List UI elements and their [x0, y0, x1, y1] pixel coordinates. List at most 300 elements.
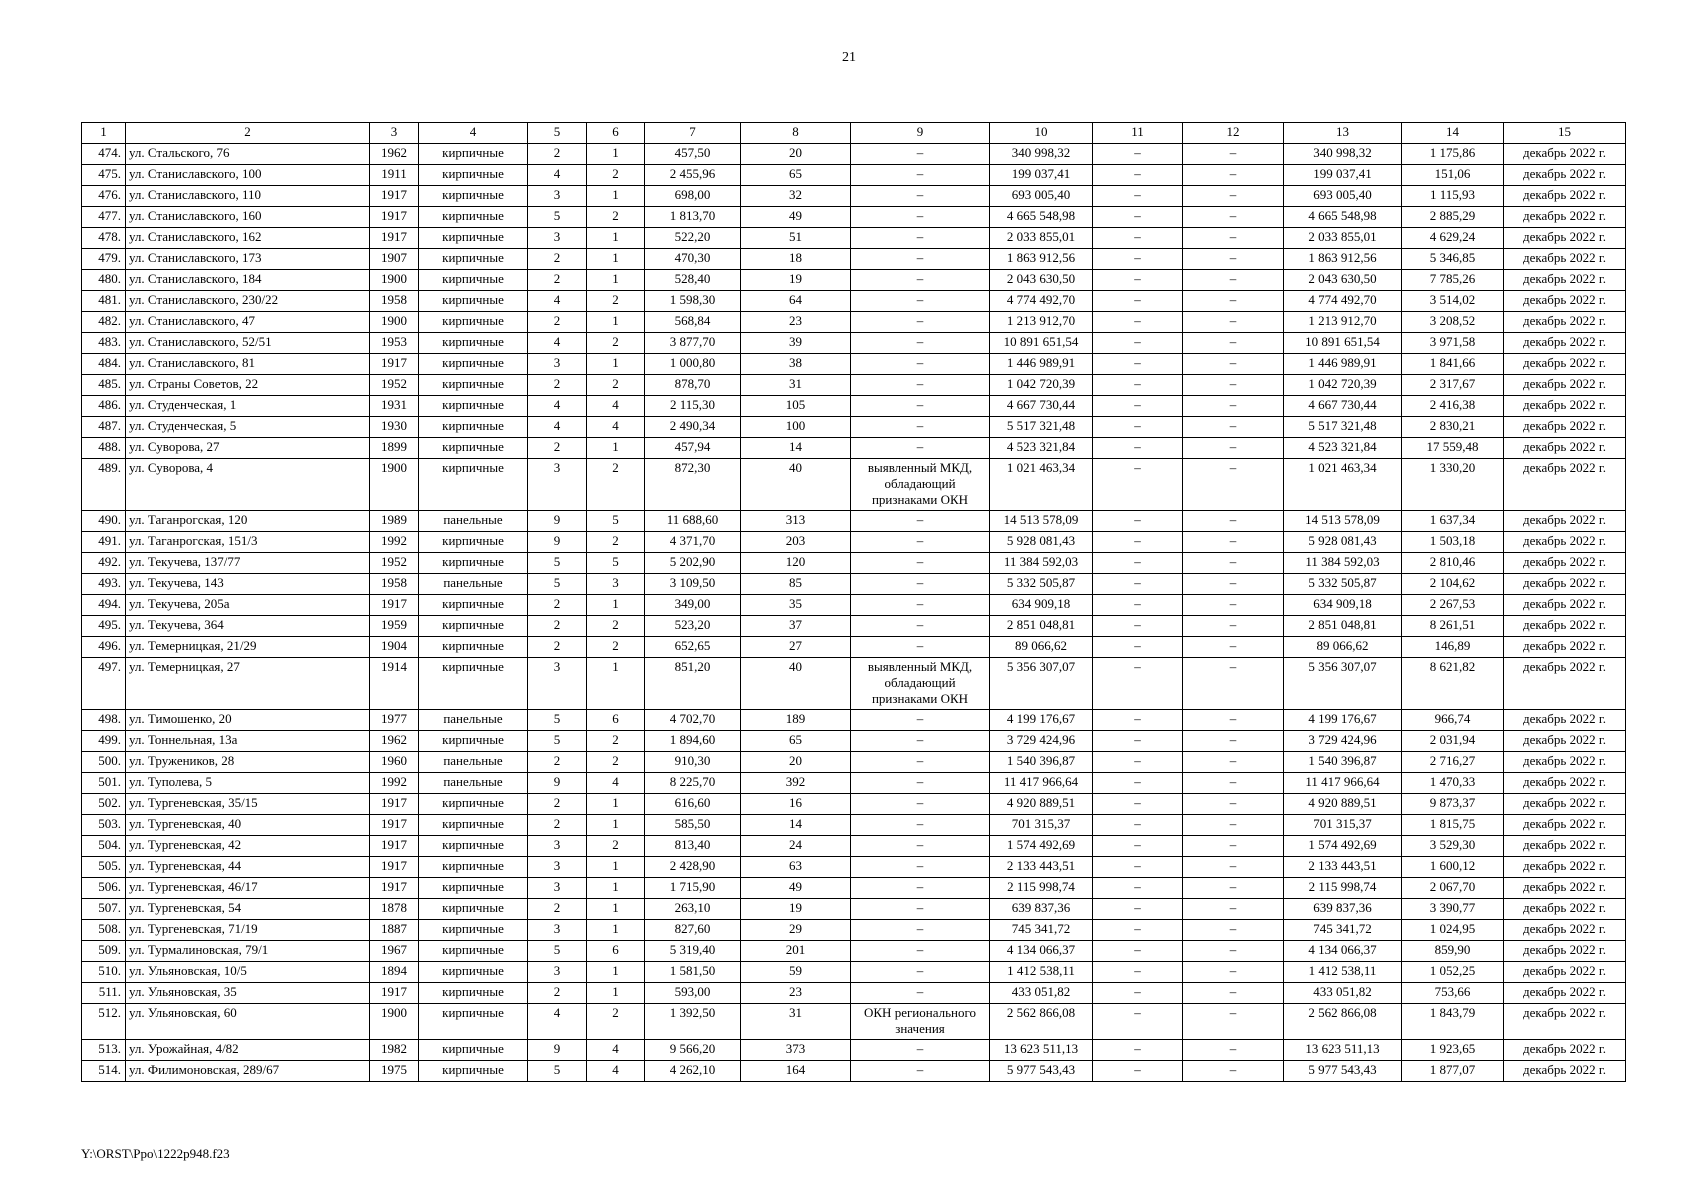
table-cell-col15: декабрь 2022 г.: [1504, 333, 1626, 354]
table-cell-col4: кирпичные: [419, 1061, 528, 1082]
table-cell-col4: кирпичные: [419, 396, 528, 417]
table-cell-col2: ул. Станиславского, 110: [126, 186, 370, 207]
table-cell-col14: 4 629,24: [1402, 228, 1504, 249]
table-cell-col3: 1989: [370, 511, 419, 532]
table-cell-col13: 4 199 176,67: [1284, 710, 1402, 731]
table-cell-col10: 693 005,40: [990, 186, 1093, 207]
table-cell-col12: –: [1183, 396, 1284, 417]
table-cell-col1: 494.: [82, 595, 126, 616]
table-cell-col7: 910,30: [645, 752, 741, 773]
table-cell-col13: 1 574 492,69: [1284, 836, 1402, 857]
column-header-2: 2: [126, 123, 370, 144]
table-cell-col14: 1 843,79: [1402, 1004, 1504, 1040]
table-cell-col4: панельные: [419, 773, 528, 794]
table-row: [82, 658, 1626, 710]
table-cell-col12: –: [1183, 920, 1284, 941]
table-cell-col14: 17 559,48: [1402, 438, 1504, 459]
table-cell-col9: –: [851, 249, 990, 270]
table-row: [82, 637, 1626, 658]
table-cell-col5: 2: [528, 815, 587, 836]
table-cell-col7: 2 428,90: [645, 857, 741, 878]
table-row: [82, 1004, 1626, 1040]
table-cell-col4: кирпичные: [419, 207, 528, 228]
table-cell-col11: –: [1093, 836, 1183, 857]
table-cell-col13: 2 115 998,74: [1284, 878, 1402, 899]
table-cell-col5: 2: [528, 983, 587, 1004]
table-cell-col4: панельные: [419, 752, 528, 773]
file-path-footer: Y:\ORST\Ppo\1222p948.f23: [81, 1146, 230, 1161]
table-row: [82, 375, 1626, 396]
table-cell-col6: 1: [587, 249, 645, 270]
table-cell-col3: 1900: [370, 312, 419, 333]
buildings-table: [81, 122, 1626, 1082]
table-cell-col1: 501.: [82, 773, 126, 794]
table-cell-col7: 878,70: [645, 375, 741, 396]
table-cell-col14: 1 923,65: [1402, 1040, 1504, 1061]
table-row: [82, 920, 1626, 941]
table-cell-col11: –: [1093, 532, 1183, 553]
table-cell-col2: ул. Тургеневская, 35/15: [126, 794, 370, 815]
table-cell-col8: 40: [741, 459, 851, 511]
table-cell-col12: –: [1183, 144, 1284, 165]
table-cell-col3: 1959: [370, 616, 419, 637]
table-cell-col8: 63: [741, 857, 851, 878]
column-header-12: 12: [1183, 123, 1284, 144]
table-cell-col12: –: [1183, 857, 1284, 878]
table-cell-col6: 4: [587, 417, 645, 438]
table-cell-col13: 3 729 424,96: [1284, 731, 1402, 752]
table-cell-col6: 2: [587, 752, 645, 773]
table-row: [82, 291, 1626, 312]
table-cell-col10: 1 446 989,91: [990, 354, 1093, 375]
table-cell-col4: кирпичные: [419, 962, 528, 983]
table-cell-col6: 5: [587, 553, 645, 574]
table-cell-col1: 476.: [82, 186, 126, 207]
table-cell-col5: 5: [528, 207, 587, 228]
table-cell-col10: 433 051,82: [990, 983, 1093, 1004]
table-cell-col11: –: [1093, 983, 1183, 1004]
column-header-5: 5: [528, 123, 587, 144]
table-cell-col11: –: [1093, 637, 1183, 658]
table-row: [82, 417, 1626, 438]
table-cell-col14: 2 810,46: [1402, 553, 1504, 574]
table-row: [82, 983, 1626, 1004]
table-cell-col3: 1917: [370, 857, 419, 878]
table-cell-col3: 1917: [370, 228, 419, 249]
table-cell-col12: –: [1183, 731, 1284, 752]
table-cell-col3: 1977: [370, 710, 419, 731]
table-cell-col9: –: [851, 396, 990, 417]
table-row: [82, 941, 1626, 962]
column-header-7: 7: [645, 123, 741, 144]
table-cell-col7: 8 225,70: [645, 773, 741, 794]
table-cell-col7: 1 813,70: [645, 207, 741, 228]
table-cell-col13: 14 513 578,09: [1284, 511, 1402, 532]
table-cell-col7: 470,30: [645, 249, 741, 270]
table-cell-col11: –: [1093, 752, 1183, 773]
table-cell-col3: 1900: [370, 459, 419, 511]
table-cell-col1: 500.: [82, 752, 126, 773]
table-cell-col2: ул. Станиславского, 173: [126, 249, 370, 270]
table-cell-col8: 23: [741, 312, 851, 333]
table-cell-col9: –: [851, 962, 990, 983]
table-cell-col7: 1 894,60: [645, 731, 741, 752]
table-cell-col4: кирпичные: [419, 836, 528, 857]
table-cell-col7: 1 392,50: [645, 1004, 741, 1040]
table-cell-col7: 652,65: [645, 637, 741, 658]
table-cell-col12: –: [1183, 595, 1284, 616]
table-cell-col5: 3: [528, 857, 587, 878]
table-cell-col14: 7 785,26: [1402, 270, 1504, 291]
table-cell-col1: 491.: [82, 532, 126, 553]
table-cell-col4: кирпичные: [419, 815, 528, 836]
table-cell-col4: кирпичные: [419, 249, 528, 270]
table-cell-col1: 474.: [82, 144, 126, 165]
table-cell-col7: 568,84: [645, 312, 741, 333]
column-header-9: 9: [851, 123, 990, 144]
table-row: [82, 710, 1626, 731]
table-row: [82, 1061, 1626, 1082]
table-cell-col8: 35: [741, 595, 851, 616]
table-cell-col1: 497.: [82, 658, 126, 710]
table-cell-col10: 340 998,32: [990, 144, 1093, 165]
table-cell-col11: –: [1093, 396, 1183, 417]
table-cell-col9: –: [851, 616, 990, 637]
table-cell-col15: декабрь 2022 г.: [1504, 1040, 1626, 1061]
table-cell-col3: 1917: [370, 878, 419, 899]
table-cell-col3: 1975: [370, 1061, 419, 1082]
table-cell-col1: 492.: [82, 553, 126, 574]
table-cell-col4: панельные: [419, 511, 528, 532]
table-cell-col10: 4 665 548,98: [990, 207, 1093, 228]
table-cell-col2: ул. Тургеневская, 71/19: [126, 920, 370, 941]
table-cell-col12: –: [1183, 752, 1284, 773]
table-cell-col5: 4: [528, 417, 587, 438]
table-cell-col5: 5: [528, 553, 587, 574]
table-cell-col3: 1917: [370, 595, 419, 616]
table-cell-col12: –: [1183, 773, 1284, 794]
table-cell-col10: 1 540 396,87: [990, 752, 1093, 773]
table-cell-col7: 851,20: [645, 658, 741, 710]
table-cell-col5: 4: [528, 396, 587, 417]
table-cell-col8: 31: [741, 375, 851, 396]
table-cell-col4: кирпичные: [419, 658, 528, 710]
table-cell-col3: 1982: [370, 1040, 419, 1061]
table-cell-col15: декабрь 2022 г.: [1504, 249, 1626, 270]
table-cell-col6: 1: [587, 962, 645, 983]
table-cell-col9: –: [851, 773, 990, 794]
table-cell-col10: 5 977 543,43: [990, 1061, 1093, 1082]
table-cell-col10: 5 517 321,48: [990, 417, 1093, 438]
table-cell-col12: –: [1183, 637, 1284, 658]
table-cell-col14: 859,90: [1402, 941, 1504, 962]
table-cell-col7: 698,00: [645, 186, 741, 207]
table-cell-col11: –: [1093, 962, 1183, 983]
table-cell-col5: 2: [528, 794, 587, 815]
table-cell-col8: 49: [741, 878, 851, 899]
table-cell-col13: 5 977 543,43: [1284, 1061, 1402, 1082]
table-cell-col9: –: [851, 920, 990, 941]
table-cell-col11: –: [1093, 1040, 1183, 1061]
table-cell-col6: 1: [587, 983, 645, 1004]
table-cell-col8: 18: [741, 249, 851, 270]
table-cell-col3: 1967: [370, 941, 419, 962]
table-cell-col4: кирпичные: [419, 144, 528, 165]
table-cell-col6: 4: [587, 773, 645, 794]
table-cell-col6: 1: [587, 899, 645, 920]
table-cell-col4: панельные: [419, 574, 528, 595]
table-cell-col2: ул. Студенческая, 5: [126, 417, 370, 438]
table-cell-col9: выявленный МКД, обладающий признаками ОКН: [851, 459, 990, 511]
table-cell-col2: ул. Ульяновская, 10/5: [126, 962, 370, 983]
table-cell-col1: 478.: [82, 228, 126, 249]
table-cell-col3: 1962: [370, 731, 419, 752]
table-cell-col10: 4 667 730,44: [990, 396, 1093, 417]
table-cell-col6: 2: [587, 333, 645, 354]
table-cell-col13: 5 332 505,87: [1284, 574, 1402, 595]
table-cell-col10: 701 315,37: [990, 815, 1093, 836]
table-cell-col14: 1 503,18: [1402, 532, 1504, 553]
table-cell-col13: 2 562 866,08: [1284, 1004, 1402, 1040]
table-row: [82, 836, 1626, 857]
table-cell-col11: –: [1093, 1004, 1183, 1040]
table-cell-col13: 340 998,32: [1284, 144, 1402, 165]
table-cell-col3: 1917: [370, 983, 419, 1004]
table-cell-col8: 313: [741, 511, 851, 532]
table-cell-col2: ул. Стальского, 76: [126, 144, 370, 165]
table-cell-col8: 373: [741, 1040, 851, 1061]
table-cell-col15: декабрь 2022 г.: [1504, 752, 1626, 773]
table-cell-col15: декабрь 2022 г.: [1504, 186, 1626, 207]
table-cell-col4: кирпичные: [419, 878, 528, 899]
table-cell-col2: ул. Станиславского, 100: [126, 165, 370, 186]
table-cell-col1: 502.: [82, 794, 126, 815]
column-header-13: 13: [1284, 123, 1402, 144]
table-cell-col6: 2: [587, 459, 645, 511]
table-cell-col5: 2: [528, 752, 587, 773]
table-row: [82, 616, 1626, 637]
table-cell-col5: 9: [528, 773, 587, 794]
table-row: [82, 553, 1626, 574]
table-cell-col11: –: [1093, 207, 1183, 228]
column-header-6: 6: [587, 123, 645, 144]
table-cell-col13: 4 665 548,98: [1284, 207, 1402, 228]
table-cell-col1: 485.: [82, 375, 126, 396]
table-cell-col2: ул. Ульяновская, 60: [126, 1004, 370, 1040]
table-row: [82, 731, 1626, 752]
table-row: [82, 511, 1626, 532]
table-cell-col8: 392: [741, 773, 851, 794]
table-cell-col13: 2 033 855,01: [1284, 228, 1402, 249]
table-cell-col10: 2 851 048,81: [990, 616, 1093, 637]
table-cell-col2: ул. Тургеневская, 46/17: [126, 878, 370, 899]
table-cell-col12: –: [1183, 899, 1284, 920]
table-cell-col13: 10 891 651,54: [1284, 333, 1402, 354]
table-row: [82, 270, 1626, 291]
table-cell-col8: 29: [741, 920, 851, 941]
table-cell-col4: кирпичные: [419, 899, 528, 920]
table-cell-col4: кирпичные: [419, 857, 528, 878]
table-cell-col13: 1 213 912,70: [1284, 312, 1402, 333]
table-cell-col5: 3: [528, 962, 587, 983]
table-cell-col13: 639 837,36: [1284, 899, 1402, 920]
table-cell-col2: ул. Тоннельная, 13а: [126, 731, 370, 752]
table-cell-col7: 2 115,30: [645, 396, 741, 417]
table-cell-col8: 164: [741, 1061, 851, 1082]
table-cell-col6: 2: [587, 207, 645, 228]
table-cell-col9: –: [851, 815, 990, 836]
table-cell-col1: 475.: [82, 165, 126, 186]
table-cell-col6: 1: [587, 794, 645, 815]
table-cell-col7: 1 000,80: [645, 354, 741, 375]
table-cell-col15: декабрь 2022 г.: [1504, 375, 1626, 396]
table-cell-col8: 16: [741, 794, 851, 815]
table-cell-col12: –: [1183, 249, 1284, 270]
table-cell-col2: ул. Ульяновская, 35: [126, 983, 370, 1004]
table-cell-col2: ул. Станиславского, 81: [126, 354, 370, 375]
column-header-15: 15: [1504, 123, 1626, 144]
table-cell-col11: –: [1093, 270, 1183, 291]
table-cell-col9: –: [851, 312, 990, 333]
table-cell-col1: 477.: [82, 207, 126, 228]
table-cell-col3: 1931: [370, 396, 419, 417]
table-cell-col13: 13 623 511,13: [1284, 1040, 1402, 1061]
table-cell-col13: 433 051,82: [1284, 983, 1402, 1004]
table-cell-col8: 31: [741, 1004, 851, 1040]
table-cell-col15: декабрь 2022 г.: [1504, 983, 1626, 1004]
table-cell-col3: 1917: [370, 186, 419, 207]
table-cell-col4: кирпичные: [419, 270, 528, 291]
table-cell-col4: кирпичные: [419, 291, 528, 312]
table-cell-col4: панельные: [419, 710, 528, 731]
table-cell-col9: –: [851, 752, 990, 773]
table-cell-col5: 4: [528, 165, 587, 186]
table-cell-col11: –: [1093, 438, 1183, 459]
table-cell-col4: кирпичные: [419, 941, 528, 962]
table-cell-col6: 5: [587, 511, 645, 532]
table-cell-col9: –: [851, 1061, 990, 1082]
table-cell-col7: 4 371,70: [645, 532, 741, 553]
table-cell-col9: –: [851, 375, 990, 396]
table-cell-col1: 490.: [82, 511, 126, 532]
table-cell-col5: 5: [528, 941, 587, 962]
table-cell-col3: 1911: [370, 165, 419, 186]
table-cell-col10: 639 837,36: [990, 899, 1093, 920]
table-cell-col12: –: [1183, 333, 1284, 354]
table-cell-col3: 1917: [370, 354, 419, 375]
table-cell-col9: –: [851, 1040, 990, 1061]
table-cell-col5: 4: [528, 291, 587, 312]
table-cell-col3: 1904: [370, 637, 419, 658]
table-cell-col13: 693 005,40: [1284, 186, 1402, 207]
table-cell-col14: 2 317,67: [1402, 375, 1504, 396]
table-cell-col5: 3: [528, 354, 587, 375]
table-cell-col14: 3 529,30: [1402, 836, 1504, 857]
table-cell-col13: 4 920 889,51: [1284, 794, 1402, 815]
table-cell-col2: ул. Станиславского, 230/22: [126, 291, 370, 312]
table-row: [82, 144, 1626, 165]
table-cell-col13: 199 037,41: [1284, 165, 1402, 186]
table-cell-col9: –: [851, 731, 990, 752]
table-cell-col1: 513.: [82, 1040, 126, 1061]
table-cell-col5: 2: [528, 595, 587, 616]
table-cell-col5: 5: [528, 710, 587, 731]
table-cell-col13: 5 928 081,43: [1284, 532, 1402, 553]
table-cell-col9: ОКН регионального значения: [851, 1004, 990, 1040]
header-row: [82, 123, 1626, 144]
table-cell-col14: 3 971,58: [1402, 333, 1504, 354]
table-cell-col11: –: [1093, 312, 1183, 333]
table-cell-col1: 507.: [82, 899, 126, 920]
table-cell-col4: кирпичные: [419, 333, 528, 354]
table-cell-col15: декабрь 2022 г.: [1504, 207, 1626, 228]
table-cell-col4: кирпичные: [419, 1040, 528, 1061]
table-cell-col12: –: [1183, 375, 1284, 396]
table-cell-col4: кирпичные: [419, 794, 528, 815]
table-cell-col8: 203: [741, 532, 851, 553]
table-cell-col6: 1: [587, 658, 645, 710]
table-cell-col14: 966,74: [1402, 710, 1504, 731]
table-row: [82, 899, 1626, 920]
table-cell-col10: 2 133 443,51: [990, 857, 1093, 878]
table-cell-col6: 2: [587, 532, 645, 553]
table-cell-col3: 1878: [370, 899, 419, 920]
table-cell-col4: кирпичные: [419, 731, 528, 752]
table-cell-col15: декабрь 2022 г.: [1504, 270, 1626, 291]
table-cell-col8: 24: [741, 836, 851, 857]
table-cell-col2: ул. Станиславского, 160: [126, 207, 370, 228]
table-cell-col7: 2 490,34: [645, 417, 741, 438]
table-row: [82, 815, 1626, 836]
table-cell-col2: ул. Студенческая, 1: [126, 396, 370, 417]
table-cell-col12: –: [1183, 941, 1284, 962]
table-row: [82, 228, 1626, 249]
table-cell-col12: –: [1183, 228, 1284, 249]
table-cell-col2: ул. Темерницкая, 21/29: [126, 637, 370, 658]
table-cell-col6: 2: [587, 616, 645, 637]
table-cell-col10: 14 513 578,09: [990, 511, 1093, 532]
table-cell-col1: 482.: [82, 312, 126, 333]
table-cell-col5: 4: [528, 1004, 587, 1040]
table-cell-col10: 5 332 505,87: [990, 574, 1093, 595]
table-cell-col8: 38: [741, 354, 851, 375]
table-cell-col9: –: [851, 857, 990, 878]
table-row: [82, 249, 1626, 270]
table-cell-col2: ул. Текучева, 364: [126, 616, 370, 637]
table-cell-col12: –: [1183, 270, 1284, 291]
table-cell-col3: 1992: [370, 532, 419, 553]
table-cell-col7: 1 715,90: [645, 878, 741, 899]
table-cell-col10: 3 729 424,96: [990, 731, 1093, 752]
table-cell-col11: –: [1093, 941, 1183, 962]
table-cell-col7: 4 262,10: [645, 1061, 741, 1082]
table-cell-col4: кирпичные: [419, 983, 528, 1004]
table-cell-col8: 27: [741, 637, 851, 658]
table-cell-col10: 89 066,62: [990, 637, 1093, 658]
table-cell-col5: 3: [528, 658, 587, 710]
table-cell-col9: –: [851, 144, 990, 165]
table-cell-col4: кирпичные: [419, 459, 528, 511]
table-cell-col6: 2: [587, 165, 645, 186]
table-cell-col9: –: [851, 941, 990, 962]
table-cell-col14: 146,89: [1402, 637, 1504, 658]
table-cell-col8: 20: [741, 752, 851, 773]
table-cell-col10: 5 356 307,07: [990, 658, 1093, 710]
table-cell-col12: –: [1183, 354, 1284, 375]
table-cell-col9: –: [851, 532, 990, 553]
table-cell-col5: 3: [528, 878, 587, 899]
table-row: [82, 312, 1626, 333]
